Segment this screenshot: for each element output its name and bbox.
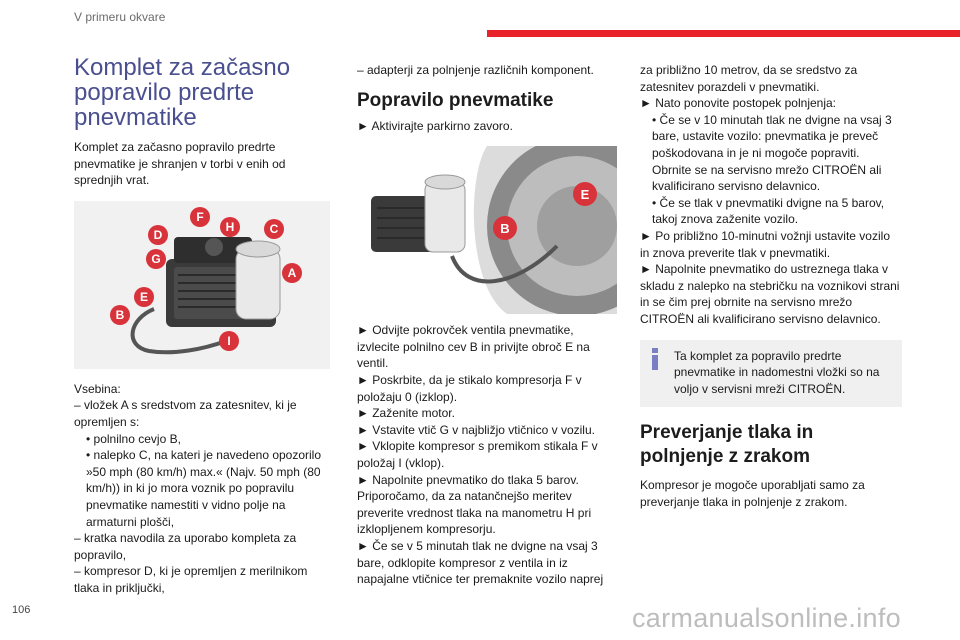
section-title-pressure — [640, 421, 902, 469]
title-line: Preverjanje tlaka in — [640, 422, 814, 444]
label-I: I — [227, 333, 231, 348]
step-item: ► Če se v 5 minutah tlak ne dvigne na vsaj 3 bare, odklopite kompresor z ventila in iz napajalne vtičnice ter premaknite vozilo naprej — [357, 538, 604, 587]
step-item: ► Poskrbite, da je stikalo kompresorja F v položaju 0 (izklop). — [357, 372, 582, 404]
info-text: Ta komplet za popravilo predrte pnevmatike in nadomestni vložki so na voljo v servisni mreži CITROËN. — [674, 348, 880, 396]
watermark: carmanualsonline.info — [632, 603, 901, 633]
sub-item: • Če se v 10 minutah tlak ne dvigne na vsaj 3 bare, ustavite vozilo: pnevmatika je preveč poškodovana in je ni mogoče popraviti. Obrnite se na servisno mrežo CITROËN ali kvalificirano servisno delavnico. — [652, 112, 892, 194]
list-item: – kompresor D, ki je opremljen z merilnikom tlaka in priključki, — [74, 564, 308, 595]
label-B: B — [500, 221, 510, 237]
label-B: B — [115, 307, 125, 322]
title-line: polnjenje z zrakom — [640, 446, 810, 468]
column-2 — [357, 62, 617, 588]
label-E: E — [139, 289, 149, 304]
step-item: ► Nato ponovite postopek polnjenja: — [640, 96, 837, 111]
label-F: F — [196, 209, 204, 224]
info-icon — [648, 348, 662, 370]
body-paragraph: Kompresor je mogoče uporabljati samo za preverjanje tlaka in polnjenje z zrakom. — [640, 478, 865, 509]
accent-bar — [487, 30, 960, 37]
step-continued: za približno 10 metrov, da se sredstvo za zatesnitev porazdeli v pnevmatiki. — [640, 63, 858, 94]
step-item: ► Vstavite vtič G v najbližjo vtičnico v vozilu. — [357, 422, 595, 437]
step-item: ► Odvijte pokrovček ventila pnevmatike, izvlecite polnilno cev B in privijte obroč E na ventil. — [357, 323, 590, 371]
column-1 — [74, 55, 330, 597]
step-item: ► Napolnite pnevmatiko do tlaka 5 barov. Priporočamo, da za natančnejšo meritev preverite vrednost tlaka na manometru H pri izklopljenem kompresorju. — [357, 472, 592, 537]
step-item: ► Zaženite motor. — [357, 406, 455, 421]
title-line: Komplet za začasno — [74, 54, 291, 81]
list-item: • nalepko C, na kateri je navedeno opozorilo »50 mph (80 km/h) max.« (Najv. 50 mph (80 km/h)) in ki jo mora voznik po popravilu pnevmatike namestiti v vidno polje na armaturni plošči, — [86, 448, 322, 529]
step-item: ► Aktivirajte parkirno zavoro. — [357, 118, 513, 133]
contents-label: Vsebina: — [74, 381, 121, 396]
title-line: popravilo predrte — [74, 79, 255, 106]
label-C: C — [269, 221, 279, 236]
column-3 — [640, 62, 902, 510]
kit-figure — [74, 201, 330, 369]
page-number: 106 — [12, 604, 31, 616]
list-item: • polnilno cevjo B, — [86, 431, 181, 446]
title-line: pnevmatike — [74, 104, 197, 131]
intro-paragraph: Komplet za začasno popravilo predrte pnevmatike je shranjen v torbi v enih od sprednjih vrat. — [74, 140, 286, 188]
list-item: – adapterji za polnjenje različnih komponent. — [357, 63, 594, 77]
repair-figure — [357, 146, 617, 314]
section-title-kit — [74, 55, 330, 130]
info-box — [640, 340, 902, 408]
sub-item: • Če se tlak v pnevmatiki dvigne na 5 barov, takoj znova zaženite vozilo. — [652, 195, 885, 227]
label-H: H — [225, 219, 235, 234]
step-item: ► Napolnite pnevmatiko do ustreznega tlaka v skladu z nalepko na stebričku na voznikovi strani in se čim prej obrnite na servisno mrežo CITROËN ali kvalificirano servisno delavnico. — [640, 262, 900, 326]
label-D: D — [153, 227, 163, 242]
list-item: – kratka navodila za uporabo kompleta za popravilo, — [74, 531, 297, 562]
label-G: G — [151, 251, 161, 266]
section-title-repair: Popravilo pnevmatike — [357, 89, 554, 111]
running-header: V primeru okvare — [74, 10, 166, 24]
list-item: – vložek A s sredstvom za zatesnitev, ki je opremljen s: — [74, 398, 297, 429]
label-A: A — [287, 265, 297, 280]
step-item: ► Po približno 10-minutni vožnji ustavite vozilo in znova preverite tlak v pnevmatiki. — [640, 228, 890, 260]
step-item: ► Vklopite kompresor s premikom stikala F v položaj I (vklop). — [357, 439, 598, 470]
label-E: E — [580, 187, 590, 203]
